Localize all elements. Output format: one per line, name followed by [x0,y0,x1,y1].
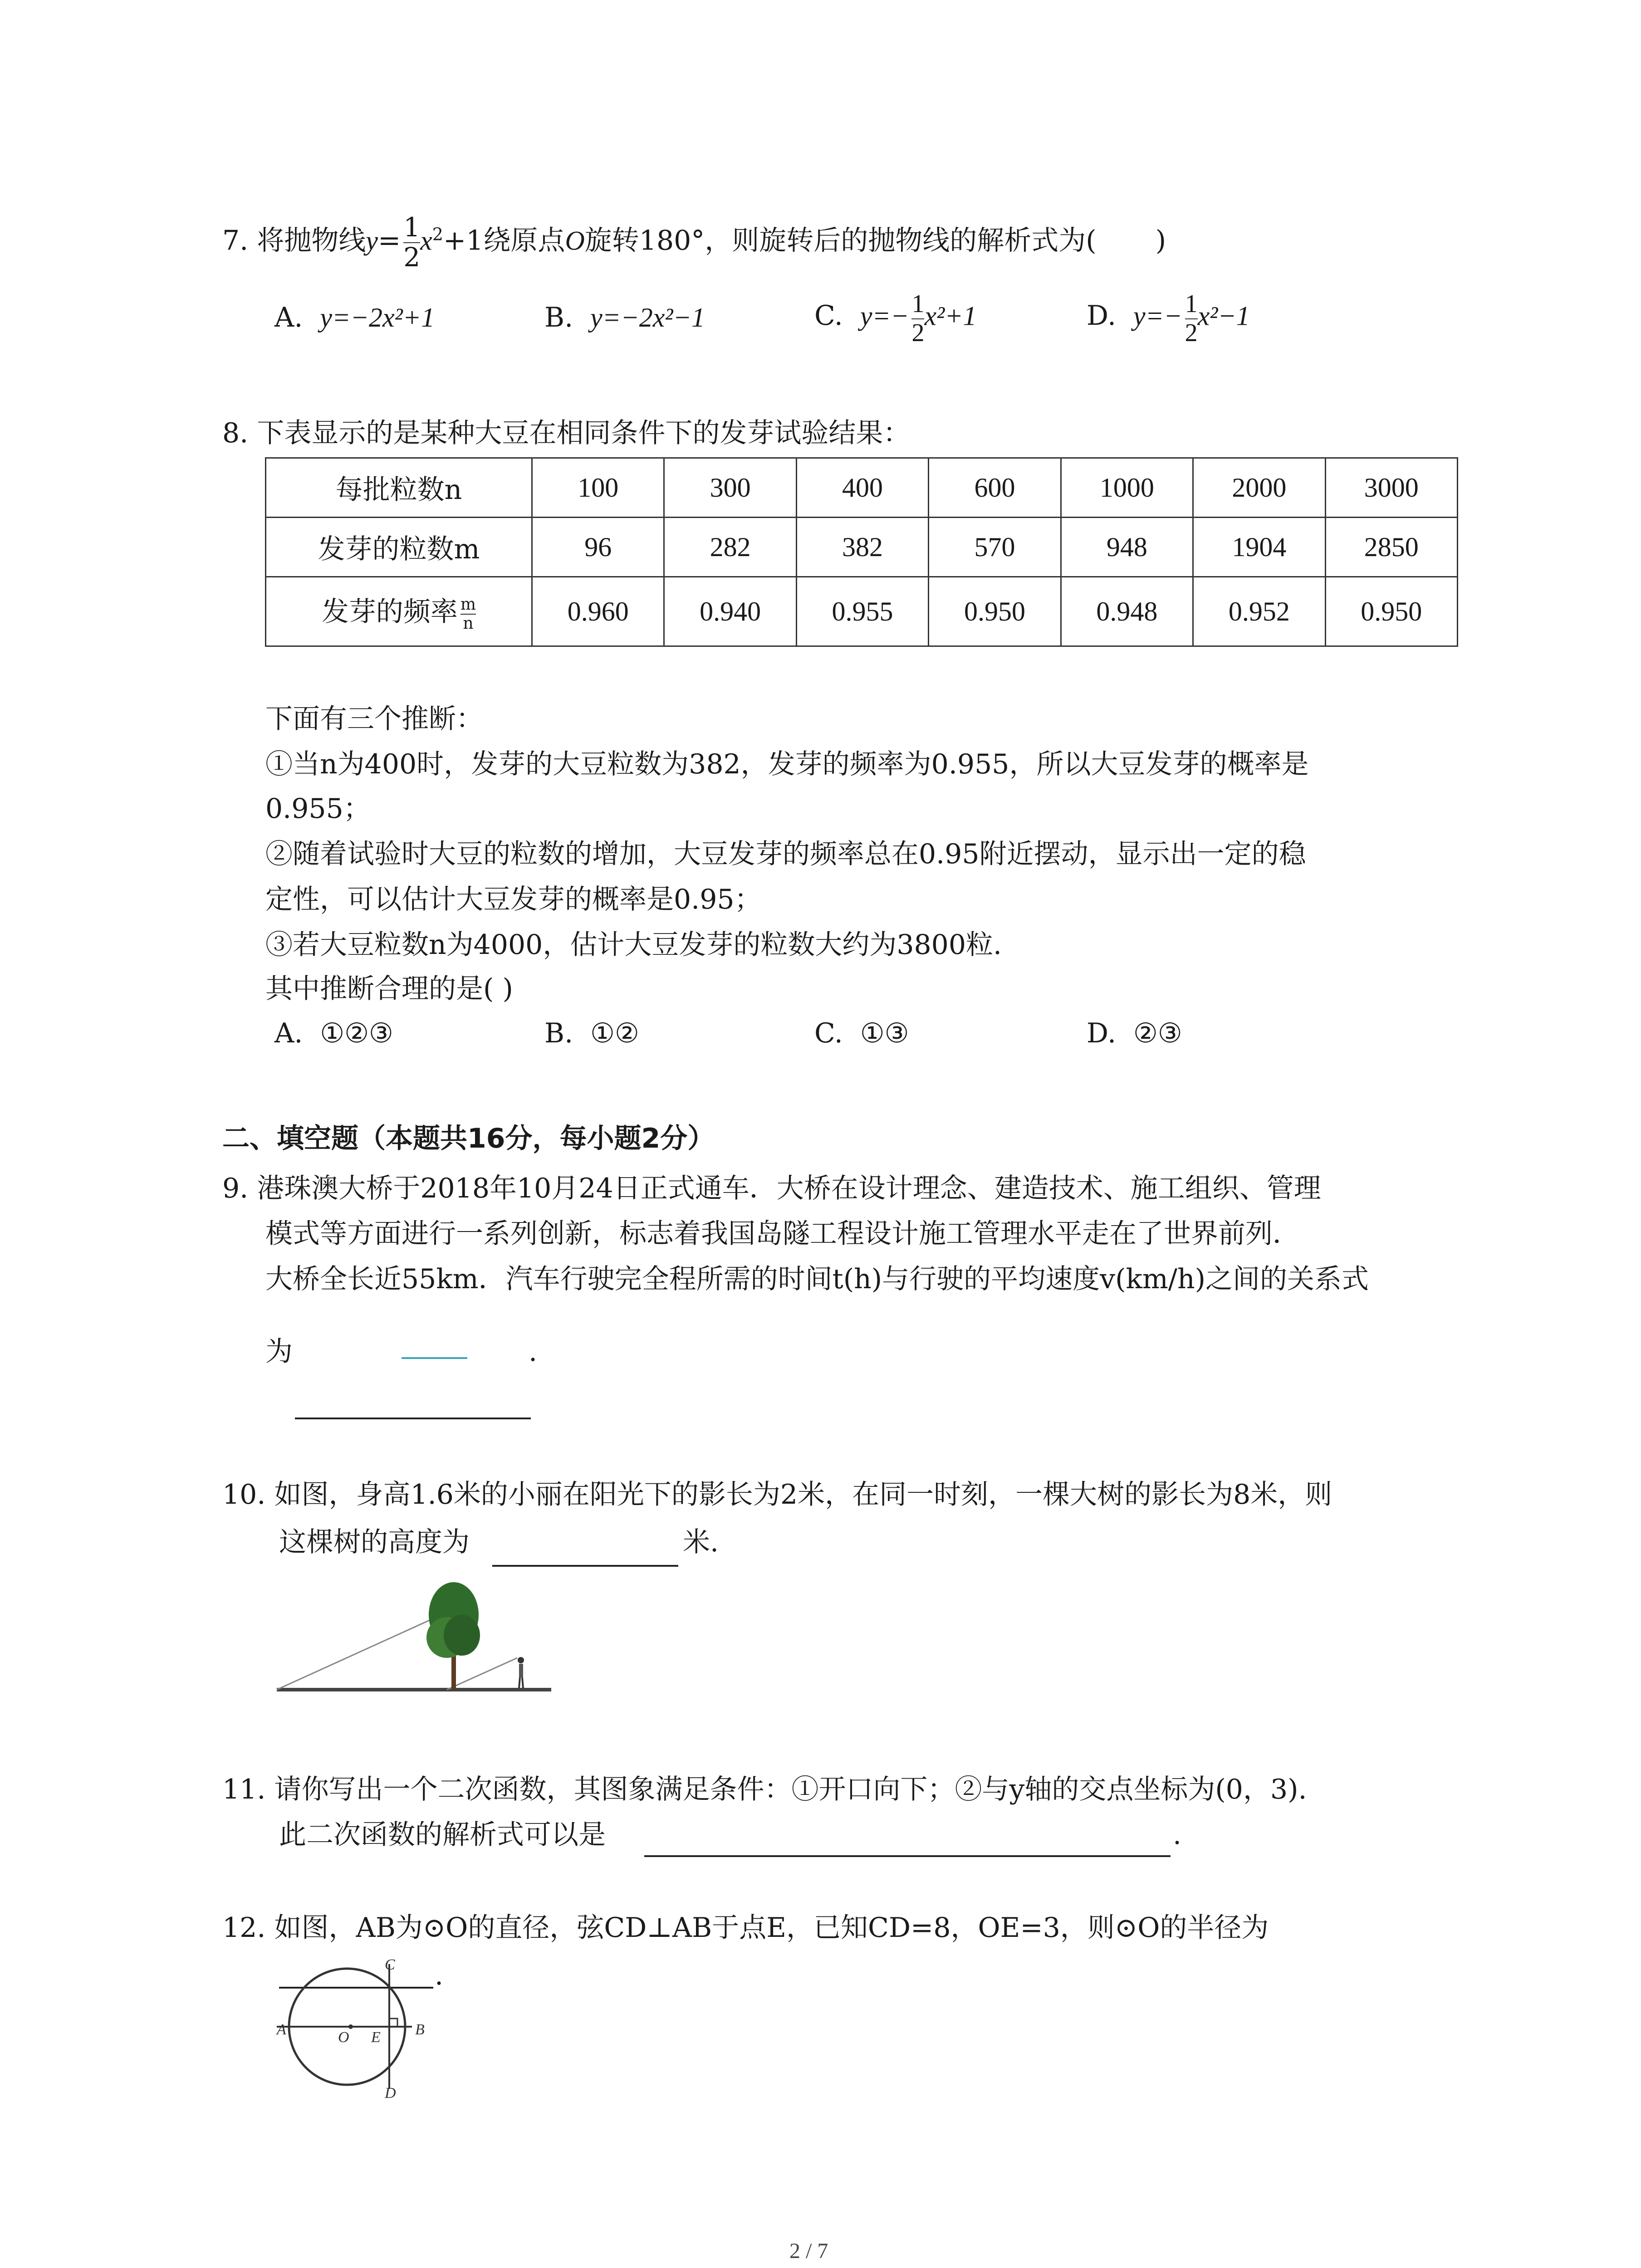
center-point [348,2024,353,2029]
q7-option-b[interactable]: B. y=−2x²−1 [544,302,705,333]
right-angle-mark [389,2019,397,2027]
q8-premise-3: ③若大豆粒数n为4000，估计大豆发芽的粒数大约为3800粒. [265,929,1002,961]
table-cell: 0.950 [929,577,1061,646]
q8-premise-2b: 定性，可以估计大豆发芽的概率是0.95； [265,884,762,915]
q9-line-3: 大桥全长近55km．汽车行驶完全程所需的时间t(h)与行驶的平均速度v(km/h)之间的关系式 [265,1263,1369,1295]
table-cell: 3000 [1325,458,1457,518]
q10-answer-blank[interactable] [492,1565,678,1567]
label-c: C [385,1956,395,1973]
q7-option-c[interactable]: C. y=− $\frac{1}{2}$ x²+1 [814,290,977,347]
q12-line-1: 12. 如图，AB为⊙O的直径，弦CD⊥AB于点E，已知CD=8，OE=3，则⊙O的半径为 [222,1912,1269,1944]
table-cell: 2850 [1325,518,1457,577]
q11-answer-blank[interactable] [644,1855,1171,1857]
q10-line-2a: 这棵树的高度为 [279,1526,470,1558]
table-cell: 100 [532,458,664,518]
label-b: B [415,2021,425,2038]
q10-line-2b: 米. [683,1526,719,1558]
table-cell: 948 [1061,518,1193,577]
q8-ask: 其中推断合理的是( ) [265,973,513,1005]
table-row [266,458,1458,518]
q8-stem: 8. 下表显示的是某种大豆在相同条件下的发芽试验结果： [222,417,911,449]
q11-line-1: 11. 请你写出一个二次函数，其图象满足条件：①开口向下；②与y轴的交点坐标为(0，3). [222,1774,1307,1805]
germination-table [265,457,1458,647]
q7-option-d[interactable]: D. y=− $\frac{1}{2}$ x²−1 [1087,290,1250,347]
q8-premise-1b: 0.955； [265,793,371,825]
table-row [266,577,1458,646]
page-number: 2 / 7 [789,2239,828,2263]
label-o: O [338,2029,349,2046]
q12-line-2: . [435,1960,444,1991]
label-d: D [385,2085,396,2100]
q8-intro: 下面有三个推断： [265,703,483,735]
row-header-n: 每批粒数n [266,458,532,518]
table-cell: 0.940 [664,577,796,646]
q7-d-fraction: $\frac{1}{2}$ [1185,290,1198,347]
q9-line-2: 模式等方面进行一系列创新，标志着我国岛隧工程设计施工管理水平走在了世界前列． [265,1218,1300,1250]
q7-fraction: $\frac{1}{2}$ [403,212,421,273]
table-cell: 0.955 [796,577,928,646]
circle-figure [268,1950,440,2100]
table-cell: 0.952 [1193,577,1325,646]
q9-answer-mark [402,1357,467,1359]
q8-premise-2a: ②随着试验时大豆的粒数的增加，大豆发芽的频率总在0.95附近摆动，显示出一定的稳 [265,838,1306,870]
q8-option-b[interactable]: B. ①② [544,1017,639,1049]
row-header-freq: 发芽的频率 $\frac{m}{n}$ [266,577,532,646]
table-cell: 2000 [1193,458,1325,518]
tree-shadow-figure [272,1569,563,1701]
q8-option-d[interactable]: D. ②③ [1087,1017,1182,1049]
q8-option-a[interactable]: A. ①②③ [274,1017,393,1049]
table-row [266,518,1458,577]
label-a: A [277,2021,286,2038]
table-cell: 1904 [1193,518,1325,577]
tree-trunk [451,1653,456,1690]
table-cell: 1000 [1061,458,1193,518]
sun-ray-person [447,1658,517,1690]
q9-line-1: 9. 港珠澳大桥于2018年10月24日正式通车．大桥在设计理念、建造技术、施工组织、管理 [222,1173,1321,1204]
table-cell: 570 [929,518,1061,577]
q11-line-2b: . [1173,1819,1182,1851]
sun-ray-tree [277,1610,451,1690]
table-cell: 600 [929,458,1061,518]
q9-line-4a: 为 [265,1336,293,1368]
q9-answer-blank[interactable] [295,1418,531,1419]
row-header-m: 发芽的粒数m [266,518,532,577]
table-cell: 0.960 [532,577,664,646]
freq-fraction: $\frac{m}{n}$ [460,595,476,633]
q8-option-c[interactable]: C. ①③ [814,1017,909,1049]
table-cell: 382 [796,518,928,577]
q7-option-a[interactable]: A. y=−2x²+1 [274,302,435,333]
q7-c-fraction: $\frac{1}{2}$ [911,290,925,347]
label-e: E [371,2029,381,2046]
q11-line-2a: 此二次函数的解析式可以是 [279,1819,606,1851]
table-cell: 300 [664,458,796,518]
q10-line-1: 10. 如图，身高1.6米的小丽在阳光下的影长为2米，在同一时刻，一棵大树的影长为8米，则 [222,1479,1332,1510]
table-cell: 96 [532,518,664,577]
table-cell: 0.948 [1061,577,1193,646]
table-cell: 400 [796,458,928,518]
table-cell: 282 [664,518,796,577]
section-title: 二、填空题（本题共16分，每小题2分） [222,1123,715,1154]
q8-premise-1a: ①当n为400时，发芽的大豆粒数为382，发芽的频率为0.955，所以大豆发芽的概率是 [265,748,1309,780]
q7-stem: 7. 将抛物线y= $\frac{1}{2}$ $x^2+1$绕原点O旋转180°，则旋转后的抛物线的解析式为( ) [222,212,1166,273]
table-cell: 0.950 [1325,577,1457,646]
person-icon [518,1657,524,1663]
q9-line-4b: . [529,1336,538,1368]
